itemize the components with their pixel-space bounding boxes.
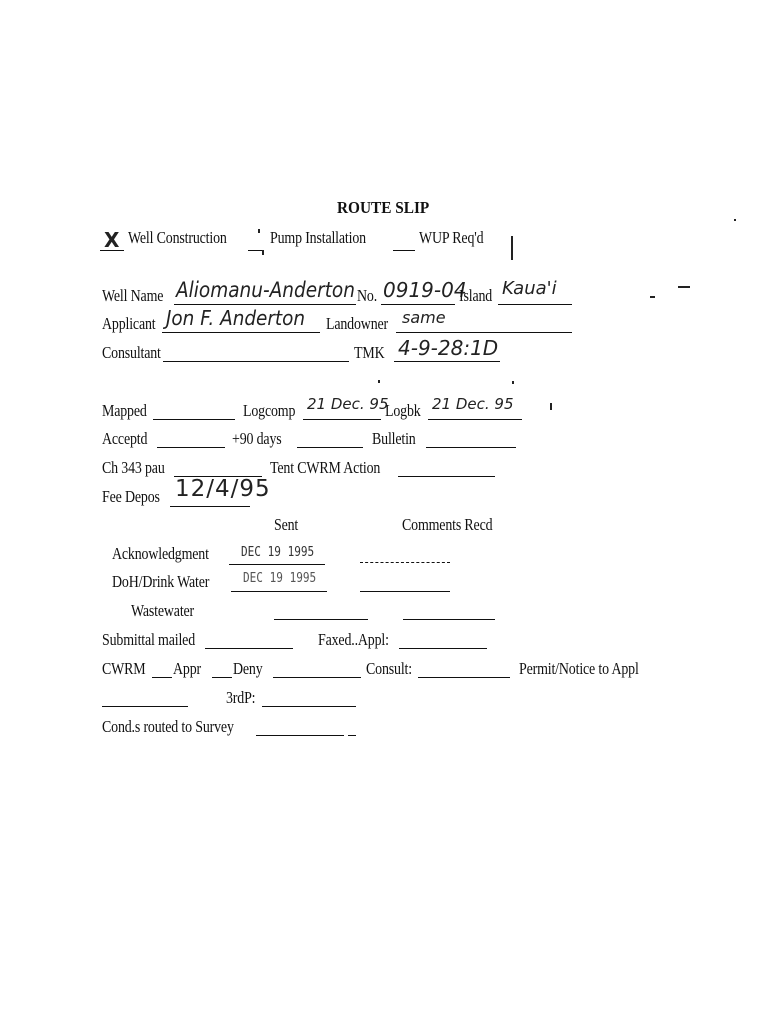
faxed-appl-label: Faxed..Appl: xyxy=(318,630,389,649)
scan-speck xyxy=(650,296,655,298)
mapped-label: Mapped xyxy=(102,401,147,420)
ninety-days-label: +90 days xyxy=(232,429,282,448)
doh-drink-water-label: DoH/Drink Water xyxy=(112,572,210,591)
deny-label: Deny xyxy=(233,659,263,678)
sent-column-header: Sent xyxy=(274,515,299,534)
scan-speck xyxy=(678,286,690,288)
appr-label: Appr xyxy=(173,659,201,678)
applicant-value: Jon F. Anderton xyxy=(166,306,306,330)
wup-reqd-label: WUP Req'd xyxy=(419,228,484,247)
well-no-value: 0919-04 xyxy=(383,278,467,302)
island-value: Kaua'i xyxy=(502,278,557,299)
landowner-value: same xyxy=(402,308,446,327)
third-party-label: 3rdP: xyxy=(226,688,256,707)
tmk-label: TMK xyxy=(354,343,385,362)
well-name-label: Well Name xyxy=(102,286,164,305)
well-name-value: Aliomanu-Anderton xyxy=(176,278,355,302)
permit-notice-to-appl-label: Permit/Notice to Appl xyxy=(519,659,639,678)
pump-installation-label: Pump Installation xyxy=(270,228,366,247)
scan-speck xyxy=(262,250,264,255)
scan-speck xyxy=(734,219,736,221)
form-title: ROUTE SLIP xyxy=(337,198,430,217)
logcomp-label: Logcomp xyxy=(243,401,296,420)
cwrm-label: CWRM xyxy=(102,659,146,678)
doh-drink-water-sent-stamp: DEC 19 1995 xyxy=(243,571,317,586)
conds-routed-to-survey-label: Cond.s routed to Survey xyxy=(102,717,234,736)
fee-depos-label: Fee Depos xyxy=(102,487,160,506)
consult-label: Consult: xyxy=(366,659,412,678)
scan-speck xyxy=(511,236,513,260)
acknowledgment-sent-stamp: DEC 19 1995 xyxy=(241,545,315,560)
logbk-value: 21 Dec. 95 xyxy=(432,395,514,413)
scan-speck xyxy=(512,381,514,384)
applicant-label: Applicant xyxy=(102,314,156,333)
well-construction-label: Well Construction xyxy=(128,228,227,247)
scan-speck xyxy=(550,403,552,410)
tmk-value: 4-9-28:1D xyxy=(398,336,499,360)
well-construction-check-mark: X xyxy=(104,228,120,252)
wastewater-label: Wastewater xyxy=(131,601,195,620)
landowner-label: Landowner xyxy=(326,314,389,333)
well-no-label: No. xyxy=(357,286,378,305)
comments-recd-column-header: Comments Recd xyxy=(402,515,493,534)
logbk-label: Logbk xyxy=(385,401,421,420)
island-label: Island xyxy=(459,286,493,305)
scan-speck xyxy=(378,380,380,383)
ch343-pau-label: Ch 343 pau xyxy=(102,458,165,477)
logcomp-value: 21 Dec. 95 xyxy=(307,395,389,413)
tent-cwrm-action-label: Tent CWRM Action xyxy=(270,458,381,477)
consultant-label: Consultant xyxy=(102,343,161,362)
acceptd-label: Acceptd xyxy=(102,429,148,448)
submittal-mailed-label: Submittal mailed xyxy=(102,630,196,649)
bulletin-label: Bulletin xyxy=(372,429,416,448)
scan-speck xyxy=(258,229,260,233)
fee-depos-value: 12/4/95 xyxy=(175,476,271,502)
acknowledgment-label: Acknowledgment xyxy=(112,544,209,563)
